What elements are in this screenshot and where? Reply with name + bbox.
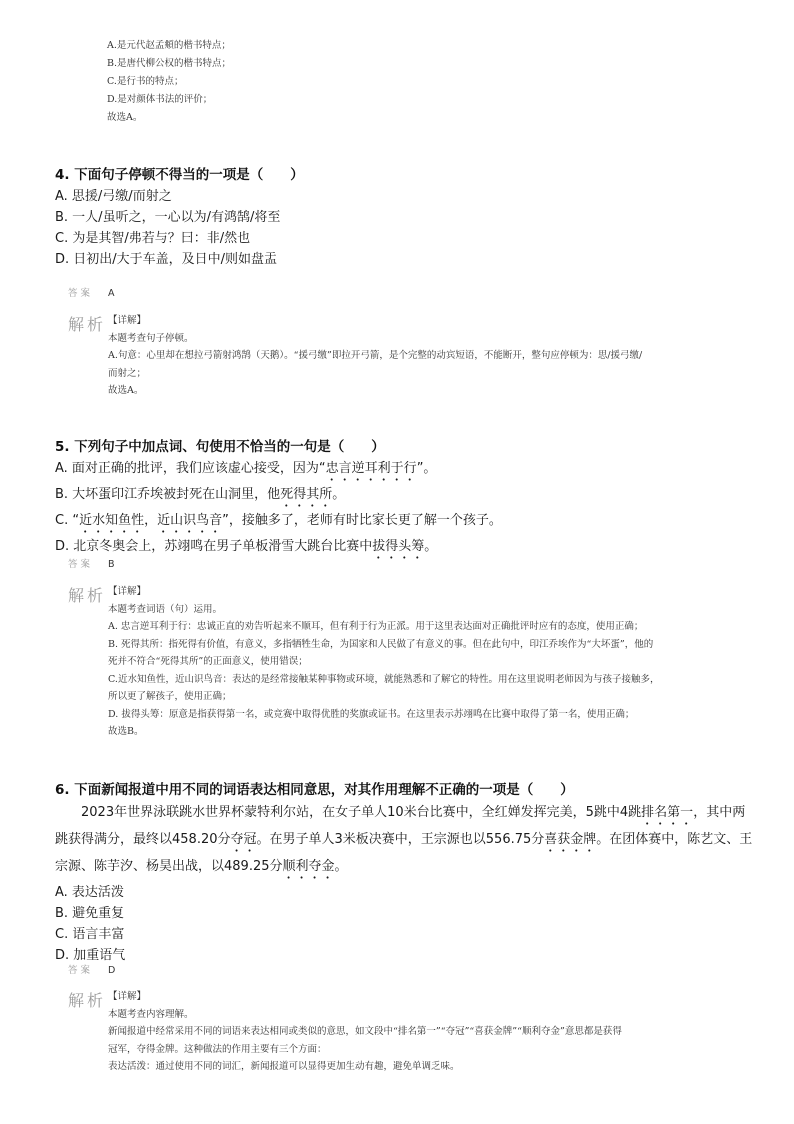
dotted-phrase: 死得其所 bbox=[280, 487, 333, 502]
previous-analysis-block bbox=[107, 37, 727, 127]
analysis-line: 本题考查句子停顿。 bbox=[108, 332, 194, 344]
analysis-line: 本题考查内容理解。 bbox=[108, 1008, 194, 1020]
answer-label: 答案 bbox=[68, 965, 94, 976]
answer-value: D bbox=[108, 965, 116, 976]
answer-row-q6 bbox=[68, 962, 115, 980]
dotted-phrase: 夺冠 bbox=[230, 832, 257, 847]
option-c: C. 为是其智/弗若与？曰：非/然也 bbox=[55, 231, 251, 246]
answer-row-q4 bbox=[68, 285, 115, 303]
option-d: D. 日初出/大于车盖，及日中/则如盘盂 bbox=[55, 252, 278, 267]
analysis-line: 本题考查词语（句）运用。 bbox=[108, 603, 223, 615]
analysis-line: 新闻报道中经常采用不同的词语来表达相同或类似的意思，如文段中“排名第一”“夺冠”“喜获金牌”“顺利夺金”意思都是获得 bbox=[108, 1026, 622, 1037]
analysis-line: 故选B。 bbox=[108, 726, 144, 737]
analysis-line: 所以更了解孩子，使用正确； bbox=[108, 691, 232, 702]
dotted-phrase: 喜获金牌 bbox=[544, 832, 597, 847]
option-b: B. 避免重复 bbox=[55, 906, 125, 921]
analysis-line: 故选A。 bbox=[107, 112, 143, 123]
analysis-line: C.是行书的特点； bbox=[107, 76, 184, 87]
answer-row-q5 bbox=[68, 556, 115, 574]
option-a: A. 面对正确的批评，我们应该虚心接受，因为“忠言逆耳利于行”。 bbox=[55, 461, 437, 476]
question-title: 5. 下列句子中加点词、句使用不恰当的一句是（ ） bbox=[55, 439, 385, 455]
question-title: 4. 下面句子停顿不得当的一项是（ ） bbox=[55, 167, 304, 183]
option-d: D. 北京冬奥会上，苏翊鸣在男子单板滑雪大跳台比赛中拔得头筹。 bbox=[55, 539, 438, 554]
analysis-line: B. 死得其所：指死得有价值，有意义，多指牺牲生命，为国家和人民做了有意义的事。但在此句中，印江乔埃作为“大坏蛋”，他的 bbox=[108, 638, 654, 650]
analysis-line: A. 忠言逆耳利于行：忠诚正直的劝告听起来不顺耳，但有利于行为正派。用于这里表达面对正确批评时应有的态度，使用正确； bbox=[108, 621, 644, 632]
question-5 bbox=[55, 436, 755, 562]
analysis-label: 解析 bbox=[68, 991, 107, 1010]
option-b: B. 一人/虽听之，一心以为/有鸿鹄/将至 bbox=[55, 210, 281, 225]
question-4 bbox=[55, 164, 755, 270]
option-a: A. 表达活泼 bbox=[55, 885, 124, 900]
answer-label: 答案 bbox=[68, 559, 94, 570]
option-a: A. 思援/弓缴/而射之 bbox=[55, 189, 172, 204]
option-b: B. 大坏蛋印江乔埃被封死在山洞里，他死得其所。 bbox=[55, 487, 346, 502]
option-c: C. “近水知鱼性，近山识鸟音”，接触多了，老师有时比家长更了解一个孩子。 bbox=[55, 513, 502, 528]
analysis-line: 冠军，夺得金牌。这种做法的作用主要有三个方面： bbox=[108, 1043, 327, 1055]
analysis-line: D. 拔得头筹：原意是指获得第一名，或竞赛中取得优胜的奖旗或证书。在这里表示苏翊鸣在比赛中取得了第一名，使用正确； bbox=[108, 708, 635, 720]
analysis-line: 死并不符合“死得其所”的正面意义，使用错误； bbox=[108, 656, 308, 667]
analysis-row-q6 bbox=[68, 988, 728, 1076]
answer-label: 答案 bbox=[68, 288, 94, 299]
news-passage: 2023年世界泳联跳水世界杯蒙特利尔站，在女子单人10米台比赛中，全红婵发挥完美，5跳中4跳排名第一，其中两跳获得满分，最终以458.20分夺冠。在男子单人3米板决赛中，王宗源也以556.75分喜获金牌。在团体赛中，陈艺文、王宗源、陈芋汐、杨昊出战，以489.25分顺利夺金。 bbox=[55, 805, 753, 874]
analysis-row-q4 bbox=[68, 312, 728, 400]
analysis-line: A.句意：心里却在想拉弓箭射鸿鹄（天鹅）。“援弓缴”即拉开弓箭，是个完整的动宾短语，不能断开，整句应停顿为：思/援弓缴/ bbox=[108, 350, 643, 361]
question-title: 6. 下面新闻报道中用不同的词语表达相同意思，对其作用理解不正确的一项是（ ） bbox=[55, 782, 574, 798]
dotted-phrase: 忠言逆耳利于行 bbox=[325, 461, 417, 476]
question-6 bbox=[55, 779, 755, 966]
analysis-line: 【详解】 bbox=[108, 315, 147, 326]
analysis-line: D.是对颜体书法的评价； bbox=[107, 94, 213, 105]
dotted-phrase: 排名第一 bbox=[641, 805, 694, 820]
analysis-line: 【详解】 bbox=[108, 991, 147, 1002]
answer-value: B bbox=[108, 559, 115, 570]
dotted-phrase: 顺利夺金 bbox=[282, 859, 335, 874]
option-d: D. 加重语气 bbox=[55, 948, 126, 963]
analysis-line: A.是元代赵孟頫的楷书特点； bbox=[107, 40, 231, 51]
analysis-line: 【详解】 bbox=[108, 586, 147, 597]
dotted-phrase: 近水知鱼性，近山识鸟音 bbox=[79, 513, 223, 528]
answer-value: A bbox=[108, 288, 115, 299]
option-c: C. 语言丰富 bbox=[55, 927, 125, 942]
analysis-row-q5 bbox=[68, 583, 728, 741]
dotted-phrase: 拔得头筹 bbox=[372, 539, 425, 554]
analysis-label: 解析 bbox=[68, 586, 107, 605]
analysis-line: C.近水知鱼性，近山识鸟音：表达的是经常接触某种事物或环境，就能熟悉和了解它的特性。用在这里说明老师因为与孩子接触多， bbox=[108, 673, 660, 685]
analysis-line: 故选A。 bbox=[108, 385, 144, 396]
analysis-label: 解析 bbox=[68, 315, 107, 334]
analysis-line: 表达活泼：通过使用不同的词汇，新闻报道可以显得更加生动有趣，避免单调乏味。 bbox=[108, 1061, 460, 1072]
analysis-line: 而射之； bbox=[108, 367, 147, 379]
analysis-line: B.是唐代柳公权的楷书特点； bbox=[107, 58, 232, 69]
